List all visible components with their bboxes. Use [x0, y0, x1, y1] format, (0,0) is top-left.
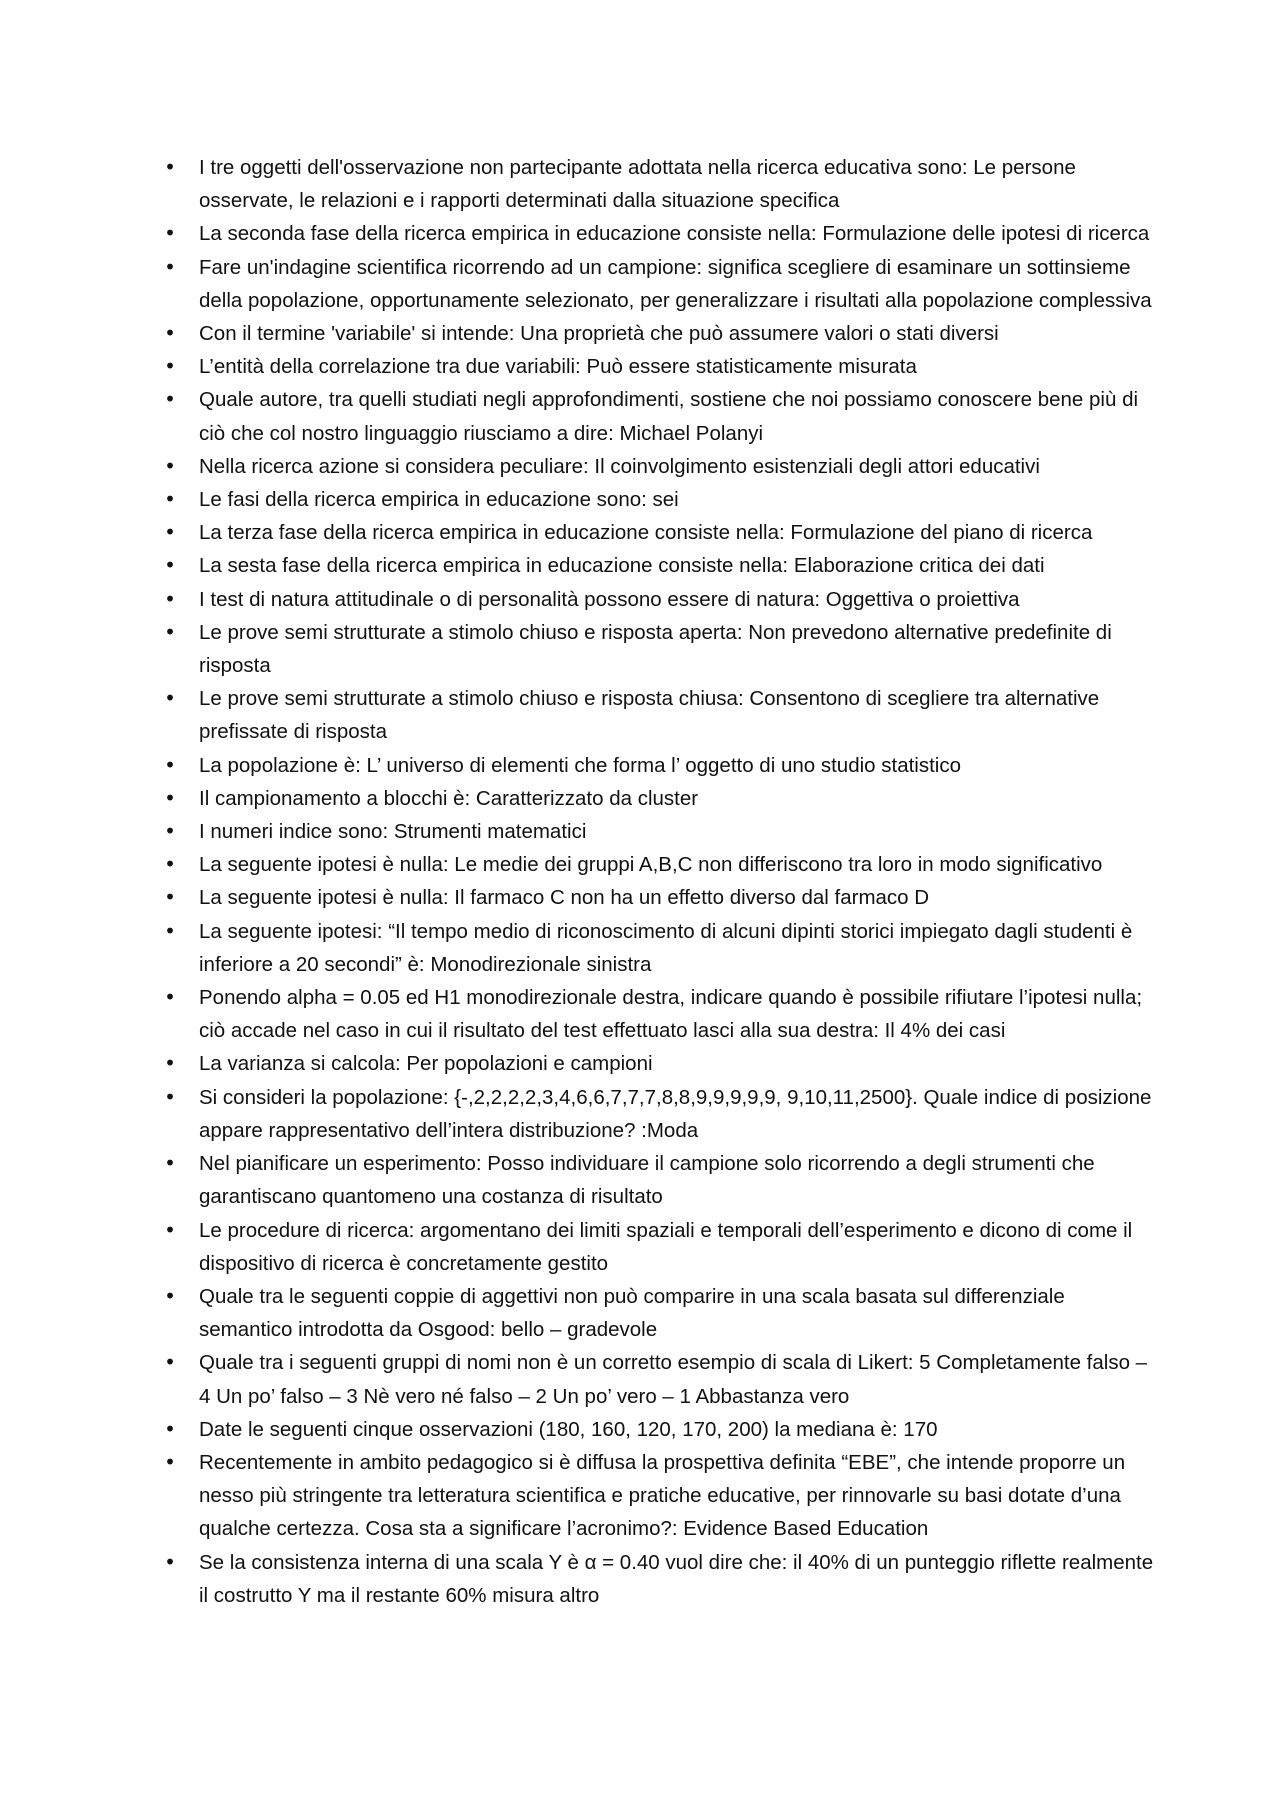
list-item — [160, 848, 1160, 881]
list-item-text: L’entità della correlazione tra due variabili: Può essere statisticamente misurata — [199, 355, 917, 379]
list-item — [160, 516, 1160, 549]
list-item — [160, 981, 1160, 1047]
list-item-text: Le procedure di ricerca: argomentano dei limiti spaziali e temporali dell’esperimento e dicono di come il dispositivo di ricerca è concretamente gestito — [199, 1218, 1133, 1275]
list-item-text: Le prove semi strutturate a stimolo chiuso e risposta chiusa: Consentono di scegliere tra alternative prefissate di risposta — [199, 687, 1100, 744]
list-item — [160, 682, 1160, 748]
list-item — [160, 881, 1160, 914]
list-item — [160, 151, 1160, 217]
bullet-icon: • — [164, 619, 176, 644]
list-item-text: Ponendo alpha = 0.05 ed H1 monodirezionale destra, indicare quando è possibile rifiutare l’ipotesi nulla; ciò accade nel caso in cui il risultato del test effettuato lasci alla sua destra: Il 4% dei casi — [199, 986, 1143, 1043]
bullet-icon: • — [164, 752, 176, 777]
bullet-icon: • — [164, 1217, 176, 1242]
bullet-icon: • — [164, 918, 176, 943]
bullet-icon: • — [164, 852, 176, 877]
list-item — [160, 583, 1160, 616]
bullet-icon: • — [164, 819, 176, 844]
list-item — [160, 749, 1160, 782]
list-item — [160, 1346, 1160, 1412]
list-item — [160, 1413, 1160, 1446]
bullet-icon: • — [164, 221, 176, 246]
list-item-text: I numeri indice sono: Strumenti matematici — [199, 820, 587, 844]
list-item-text: Il campionamento a blocchi è: Caratterizzato da cluster — [199, 786, 699, 810]
list-item — [160, 350, 1160, 383]
list-item-text: La seguente ipotesi è nulla: Il farmaco C non ha un effetto diverso dal farmaco D — [199, 886, 930, 910]
bullet-icon: • — [164, 1151, 176, 1176]
bullet-icon: • — [164, 387, 176, 412]
bullet-icon: • — [164, 321, 176, 346]
bullet-icon: • — [164, 785, 176, 810]
list-item-text: Recentemente in ambito pedagogico si è diffusa la prospettiva definita “EBE”, che intende proporre un nesso più stringente tra letteratura scientifica e pratiche educative, per rinnovarle su basi dotate d’una qualche certezza. Cosa sta a significare l’acronimo?: Evidence Based Education — [199, 1450, 1126, 1541]
list-item-text: Le prove semi strutturate a stimolo chiuso e risposta aperta: Non prevedono alternative predefinite di risposta — [199, 620, 1112, 678]
list-item-text: Con il termine 'variabile' si intende: Una proprietà che può assumere valori o stati diversi — [199, 322, 999, 346]
bullet-icon: • — [164, 453, 176, 478]
bullet-icon: • — [164, 1283, 176, 1308]
list-item-text: Quale autore, tra quelli studiati negli approfondimenti, sostiene che noi possiamo conoscere bene più di ciò che col nostro linguaggio riusciamo a dire: Michael Polanyi — [199, 388, 1139, 445]
list-item-text: Se la consistenza interna di una scala Y è α = 0.40 vuol dire che: il 40% di un punteggio riflette realmente il costrutto Y ma il restante 60% misura altro — [199, 1550, 1154, 1607]
bullet-icon: • — [164, 1084, 176, 1109]
bullet-icon: • — [164, 1449, 176, 1474]
list-item — [160, 383, 1160, 449]
list-item-text: La seconda fase della ricerca empirica in educazione consiste nella: Formulazione delle ipotesi di ricerca — [199, 222, 1150, 246]
list-item — [160, 450, 1160, 483]
list-item — [160, 1546, 1160, 1612]
bullet-icon: • — [164, 1350, 176, 1375]
list-item — [160, 1047, 1160, 1080]
bullet-icon: • — [164, 686, 176, 711]
bullet-icon: • — [164, 553, 176, 578]
list-item-text: La terza fase della ricerca empirica in educazione consiste nella: Formulazione del piano di ricerca — [199, 521, 1093, 545]
list-item-text: Date le seguenti cinque osservazioni (180, 160, 120, 170, 200) la mediana è: 170 — [199, 1417, 938, 1441]
list-item-text: I test di natura attitudinale o di personalità possono essere di natura: Oggettiva o proiettiva — [199, 587, 1020, 611]
bullet-icon: • — [164, 985, 176, 1010]
list-item — [160, 317, 1160, 350]
list-item — [160, 1280, 1160, 1346]
list-item — [160, 217, 1160, 250]
bullet-icon: • — [164, 487, 176, 512]
list-item — [160, 1081, 1160, 1147]
list-item-text: Nella ricerca azione si considera peculiare: Il coinvolgimento esistenziali degli attori educativi — [199, 454, 1040, 478]
list-item — [160, 915, 1160, 981]
list-item — [160, 1147, 1160, 1213]
list-item-text: Si consideri la popolazione: {-,2,2,2,2,3,4,6,6,7,7,7,8,8,9,9,9,9,9, 9,10,11,2500}. Quale indice di posizione appare rappresentativo dell’intera distribuzione? :Moda — [199, 1085, 1152, 1142]
bullet-icon: • — [164, 1549, 176, 1574]
bullet-icon: • — [164, 586, 176, 611]
bullet-icon: • — [164, 254, 176, 279]
list-item-text: Fare un'indagine scientifica ricorrendo ad un campione: significa scegliere di esaminare un sottinsieme della popolazione, opportunamente selezionato, per generalizzare i risultati alla popolazione complessiva — [199, 255, 1152, 312]
list-item-text: I tre oggetti dell'osservazione non partecipante adottata nella ricerca educativa sono: Le persone osservate, le relazioni e i rapporti determinati dalla situazione specifica — [199, 156, 1076, 213]
list-item — [160, 1446, 1160, 1546]
list-item-text: Quale tra le seguenti coppie di aggettivi non può comparire in una scala basata sul differenziale semantico introdotta da Osgood: bello – gradevole — [199, 1284, 1065, 1342]
bullet-icon: • — [164, 1051, 176, 1076]
list-item — [160, 782, 1160, 815]
list-item — [160, 483, 1160, 516]
list-item-text: La popolazione è: L’ universo di elementi che forma l’ oggetto di uno studio statistico — [199, 753, 962, 777]
list-item-text: La seguente ipotesi: “Il tempo medio di riconoscimento di alcuni dipinti storici impiegato dagli studenti è inferiore a 20 secondi” è: Monodirezionale sinistra — [199, 919, 1133, 976]
list-item-text: La varianza si calcola: Per popolazioni e campioni — [199, 1052, 653, 1076]
bullet-icon: • — [164, 155, 176, 179]
list-item-text: Nel pianificare un esperimento: Posso individuare il campione solo ricorrendo a degli strumenti che garantiscano quantomeno una costanza di risultato — [199, 1152, 1095, 1209]
list-item — [160, 1214, 1160, 1280]
list-item-text: La seguente ipotesi è nulla: Le medie dei gruppi A,B,C non differiscono tra loro in modo significativo — [199, 853, 1103, 877]
list-item — [160, 616, 1160, 682]
list-item — [160, 549, 1160, 582]
bullet-list — [160, 151, 1160, 1612]
list-item-text: La sesta fase della ricerca empirica in educazione consiste nella: Elaborazione critica dei dati — [199, 554, 1045, 578]
bullet-icon: • — [164, 1416, 176, 1441]
bullet-icon: • — [164, 354, 176, 379]
list-item — [160, 251, 1160, 317]
bullet-icon: • — [164, 520, 176, 545]
list-item-text: Quale tra i seguenti gruppi di nomi non è un corretto esempio di scala di Likert: 5 Completamente falso – 4 Un po’ falso – 3 Nè vero né falso – 2 Un po’ vero – 1 Abbastanza vero — [199, 1351, 1148, 1408]
list-item — [160, 815, 1160, 848]
bullet-icon: • — [164, 885, 176, 910]
list-item-text: Le fasi della ricerca empirica in educazione sono: sei — [199, 488, 679, 512]
